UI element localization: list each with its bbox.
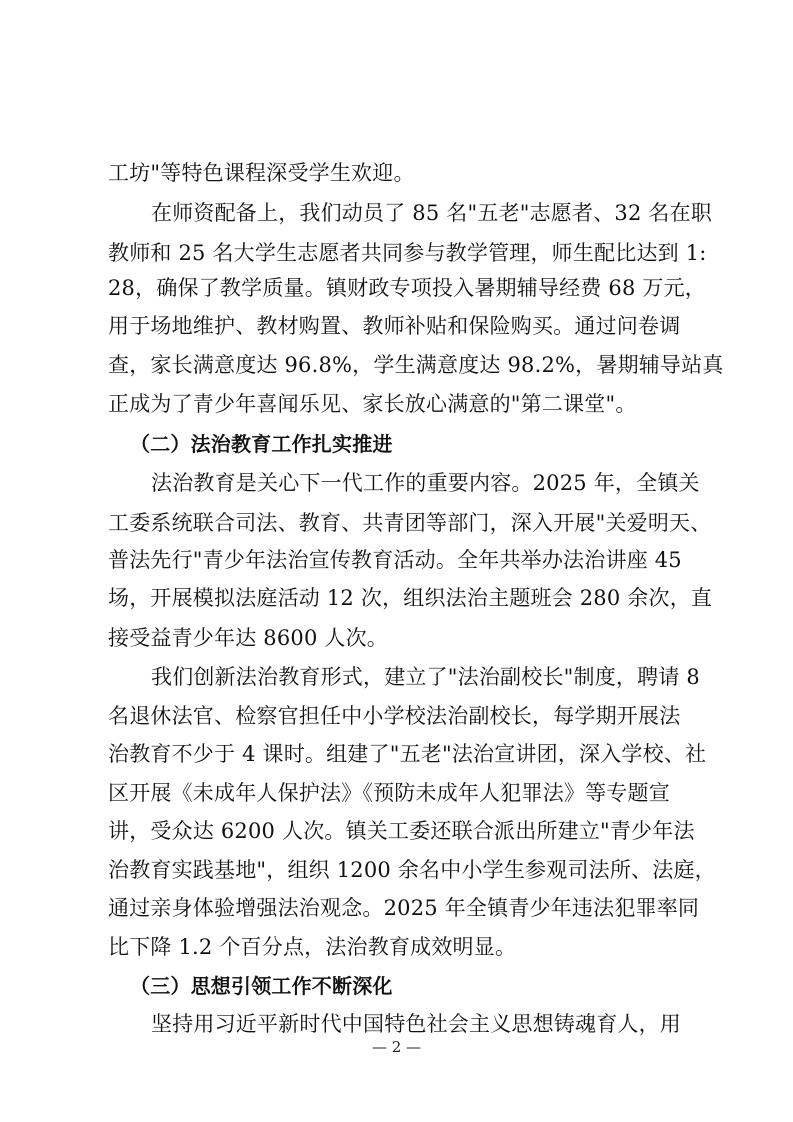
text-line: 普法先行"青少年法治宣传教育活动。全年共举办法治讲座 45: [108, 548, 682, 572]
text-line: 教师和 25 名大学生志愿者共同参与教学管理，师生配比达到 1:: [108, 241, 707, 265]
text-line: 在师资配备上，我们动员了 85 名"五老"志愿者、32 名在职: [151, 201, 712, 225]
text-line: 通过亲身体验增强法治观念。2025 年全镇青少年违法犯罪率同: [108, 896, 700, 920]
text-line: 区开展《未成年人保护法》《预防未成年人犯罪法》等专题宣: [108, 781, 670, 805]
text-line: 治教育不少于 4 课时。组建了"五老"法治宣讲团，深入学校、社: [108, 742, 707, 766]
section-heading: （二）法治教育工作扎实推进: [130, 432, 393, 456]
text-line: 28，确保了教学质量。镇财政专项投入暑期辅导经费 68 万元，: [108, 276, 706, 300]
text-line: 工坊"等特色课程深受学生欢迎。: [108, 161, 415, 185]
text-line: 场，开展模拟法庭活动 12 次，组织法治主题班会 280 余次，直: [108, 586, 713, 610]
text-line: 名退休法官、检察官担任中小学校法治副校长，每学期开展法: [108, 704, 681, 728]
text-line: 治教育实践基地"，组织 1200 余名中小学生参观司法所、法庭，: [108, 858, 716, 882]
text-line: 工委系统联合司法、教育、共青团等部门，深入开展"关爱明天、: [108, 511, 712, 535]
text-line: 接受益青少年达 8600 人次。: [108, 626, 388, 650]
text-line: 正成为了青少年喜闻乐见、家长放心满意的"第二课堂"。: [108, 392, 637, 416]
text-line: 用于场地维护、教材购置、教师补贴和保险购买。通过问卷调: [108, 314, 681, 338]
text-line: 我们创新法治教育形式，建立了"法治副校长"制度，聘请 8: [151, 665, 700, 689]
text-line: 坚持用习近平新时代中国特色社会主义思想铸魂育人，用: [151, 1012, 681, 1036]
text-line: 法治教育是关心下一代工作的重要内容。2025 年，全镇关: [151, 471, 700, 495]
section-heading: （三）思想引领工作不断深化: [130, 974, 393, 998]
text-line: 查，家长满意度达 96.8%，学生满意度达 98.2%，暑期辅导站真: [108, 353, 724, 377]
text-line: 比下降 1.2 个百分点，法治教育成效明显。: [108, 935, 517, 959]
text-line: 讲，受众达 6200 人次。镇关工委还联合派出所建立"青少年法: [108, 819, 695, 843]
page-number: — 2 —: [371, 1038, 422, 1056]
